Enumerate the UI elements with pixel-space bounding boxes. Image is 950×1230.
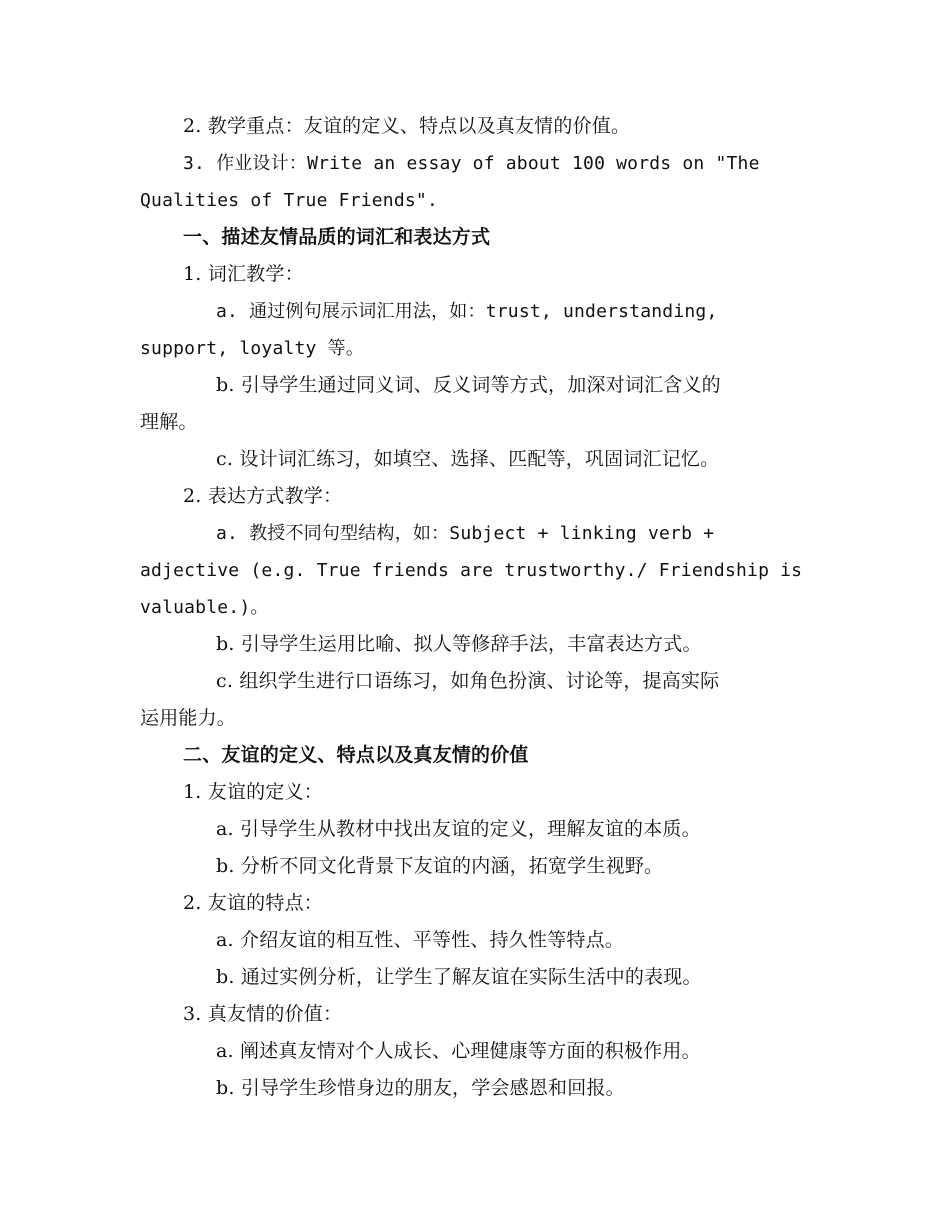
list-subitem-b: b. 引导学生珍惜身边的朋友，学会感恩和回报。 (216, 1077, 625, 1099)
list-subitem-b: b. 通过实例分析，让学生了解友谊在实际生活中的表现。 (216, 966, 702, 988)
list-subitem-c-cont: 运用能力。 (140, 707, 237, 729)
list-subitem-b-cont: 理解。 (140, 411, 198, 433)
list-item-value: 3. 真友情的价值： (183, 1003, 343, 1025)
list-subitem-a-cont: adjective (e.g. True friends are trustworthy./ Friendship is (140, 560, 803, 581)
list-subitem-c: c. 组织学生进行口语练习，如角色扮演、讨论等，提高实际 (216, 670, 720, 692)
section-heading-friendship: 二、友谊的定义、特点以及真友情的价值 (183, 744, 529, 766)
list-subitem-b: b. 引导学生运用比喻、拟人等修辞手法，丰富表达方式。 (216, 633, 702, 655)
list-subitem-a: a. 阐述真友情对个人成长、心理健康等方面的积极作用。 (216, 1040, 701, 1062)
list-subitem-b: b. 引导学生通过同义词、反义词等方式，加深对词汇含义的 (216, 374, 721, 396)
list-subitem-a: a. 教授不同句型结构，如：Subject + linking verb + (216, 523, 715, 544)
section-heading-vocabulary: 一、描述友情品质的词汇和表达方式 (183, 226, 491, 248)
list-subitem-a: a. 引导学生从教材中找出友谊的定义，理解友谊的本质。 (216, 818, 701, 840)
list-subitem-b: b. 分析不同文化背景下友谊的内涵，拓宽学生视野。 (216, 855, 664, 877)
list-subitem-a-cont: support, loyalty 等。 (140, 338, 365, 359)
homework-line: 3. 作业设计：Write an essay of about 100 words on "The (183, 153, 760, 174)
list-subitem-a-cont: valuable.)。 (140, 597, 269, 618)
list-item-vocab-teaching: 1. 词汇教学： (183, 263, 304, 285)
list-subitem-a: a. 介绍友谊的相互性、平等性、持久性等特点。 (216, 929, 625, 951)
list-subitem-a: a. 通过例句展示词汇用法，如：trust, understanding, (216, 301, 718, 322)
list-item-expression-teaching: 2. 表达方式教学： (183, 485, 343, 507)
homework-line-cont: Qualities of True Friends". (140, 190, 438, 211)
list-item-features: 2. 友谊的特点： (183, 892, 323, 914)
list-subitem-c: c. 设计词汇练习，如填空、选择、匹配等，巩固词汇记忆。 (216, 448, 720, 470)
teaching-focus-line: 2. 教学重点：友谊的定义、特点以及真友情的价值。 (183, 115, 631, 137)
list-item-definition: 1. 友谊的定义： (183, 781, 323, 803)
